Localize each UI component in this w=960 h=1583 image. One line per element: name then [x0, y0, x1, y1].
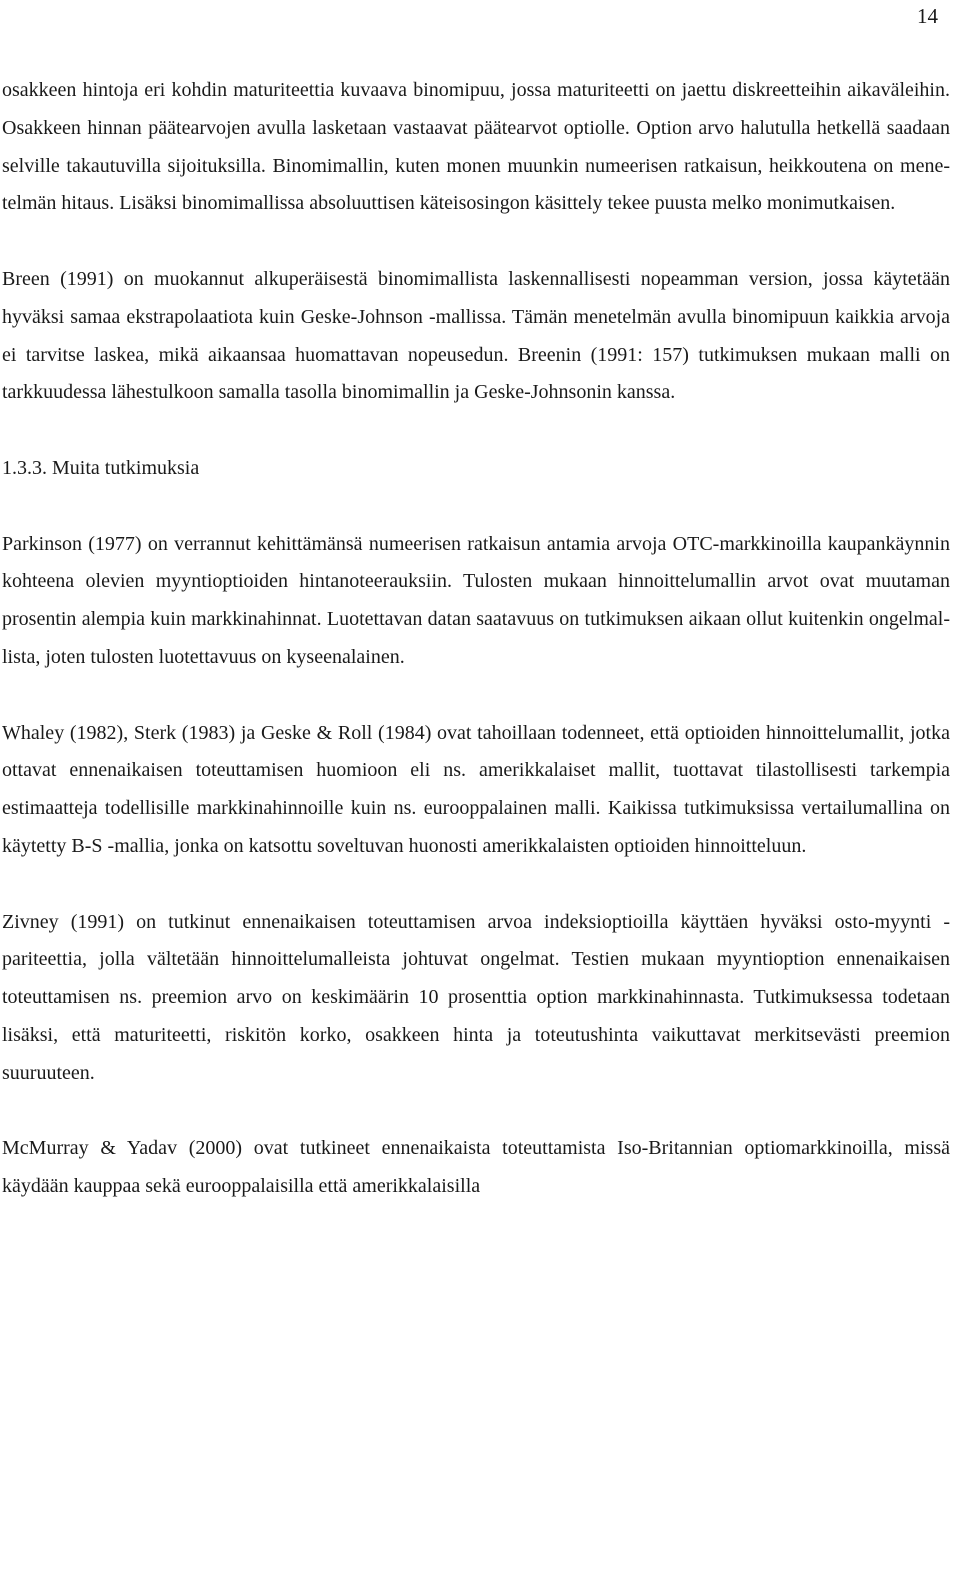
paragraph-binomial-model: osakkeen hintoja eri kohdin maturiteettia kuvaava binomipuu, jossa maturiteetti on jaettu diskreetteihin aikaväleihin. Osakkeen hinnan päätearvojen avulla lasketaan vastaavat päätearvot optiolle. Option arvo halutulla hetkellä saadaan selville takautuvilla sijoituksilla. Binomimallin, kuten monen muunkin numeerisen ratkaisun, heikkoutena on menetelmän hitaus. Lisäksi binomimallissa absoluuttisen käteisosingon käsittely tekee puusta melko monimutkaisen. — [2, 79, 950, 215]
paragraph-whaley: Whaley (1982), Sterk (1983) ja Geske & Roll (1984) ovat tahoillaan todenneet, että optioiden hinnoittelumallit, jotka ottavat ennenaikaisen toteuttamisen huomioon eli ns. amerikkalaiset mallit, tuottavat tilastollisesti tarkempia estimaatteja todellisille markkinahinnoille kuin ns. eurooppalainen malli. Kaikissa tutkimuksissa vertailumallina on käytetty B-S -mallia, jonka on katsottu soveltuvan huonosti amerikkalaisten optioiden hinnoitteluun. — [2, 721, 950, 857]
document-body — [2, 72, 950, 1206]
paragraph-parkinson: Parkinson (1977) on verrannut kehittämänsä numeerisen ratkaisun antamia arvoja OTC-markkinoilla kaupankäynnin kohteena olevien myyntioptioiden hintanoteerauksiin. Tulosten mukaan hinnoittelumallin arvot ovat muutaman prosentin alempia kuin markkinahinnat. Luotettavan datan saatavuus on tutkimuksen aikaan ollut kuitenkin ongelmallista, joten tulosten luotettavuus on kyseenalainen. — [2, 532, 950, 668]
paragraph-mcmurray: McMurray & Yadav (2000) ovat tutkineet ennenaikaista toteuttamista Iso-Britannian optiomarkkinoilla, missä käydään kauppaa sekä eurooppalaisilla että amerikkalaisilla — [2, 1137, 950, 1198]
page-number: 14 — [917, 4, 938, 28]
paragraph-zivney: Zivney (1991) on tutkinut ennenaikaisen toteuttamisen arvoa indeksioptioilla käyttäen hyväksi osto-myynti -pariteettia, jolla vältetään hinnoittelumalleista johtuvat ongelmat. Testien mukaan myyntioption ennenaikaisen toteuttamisen ns. preemion arvo on keskimäärin 10 prosenttia option markkinahinnasta. Tutkimuksessa todetaan lisäksi, että maturiteetti, riskitön korko, osakkeen hinta ja toteutushinta vaikuttavat merkitsevästi preemion suuruuteen. — [2, 910, 950, 1084]
section-heading: 1.3.3. Muita tutkimuksia — [2, 456, 200, 479]
paragraph-breen: Breen (1991) on muokannut alkuperäisestä binomimallista laskennallisesti nopeamman version, jossa käytetään hyväksi samaa ekstrapolaatiota kuin Geske-Johnson -mallissa. Tämän menetelmän avulla binomipuun kaikkia arvoja ei tarvitse laskea, mikä aikaansaa huomattavan nopeusedun. Breenin (1991: 157) tutkimuksen mukaan malli on tarkkuudessa lähestulkoon samalla tasolla binomimallin ja Geske-Johnsonin kanssa. — [2, 267, 950, 404]
